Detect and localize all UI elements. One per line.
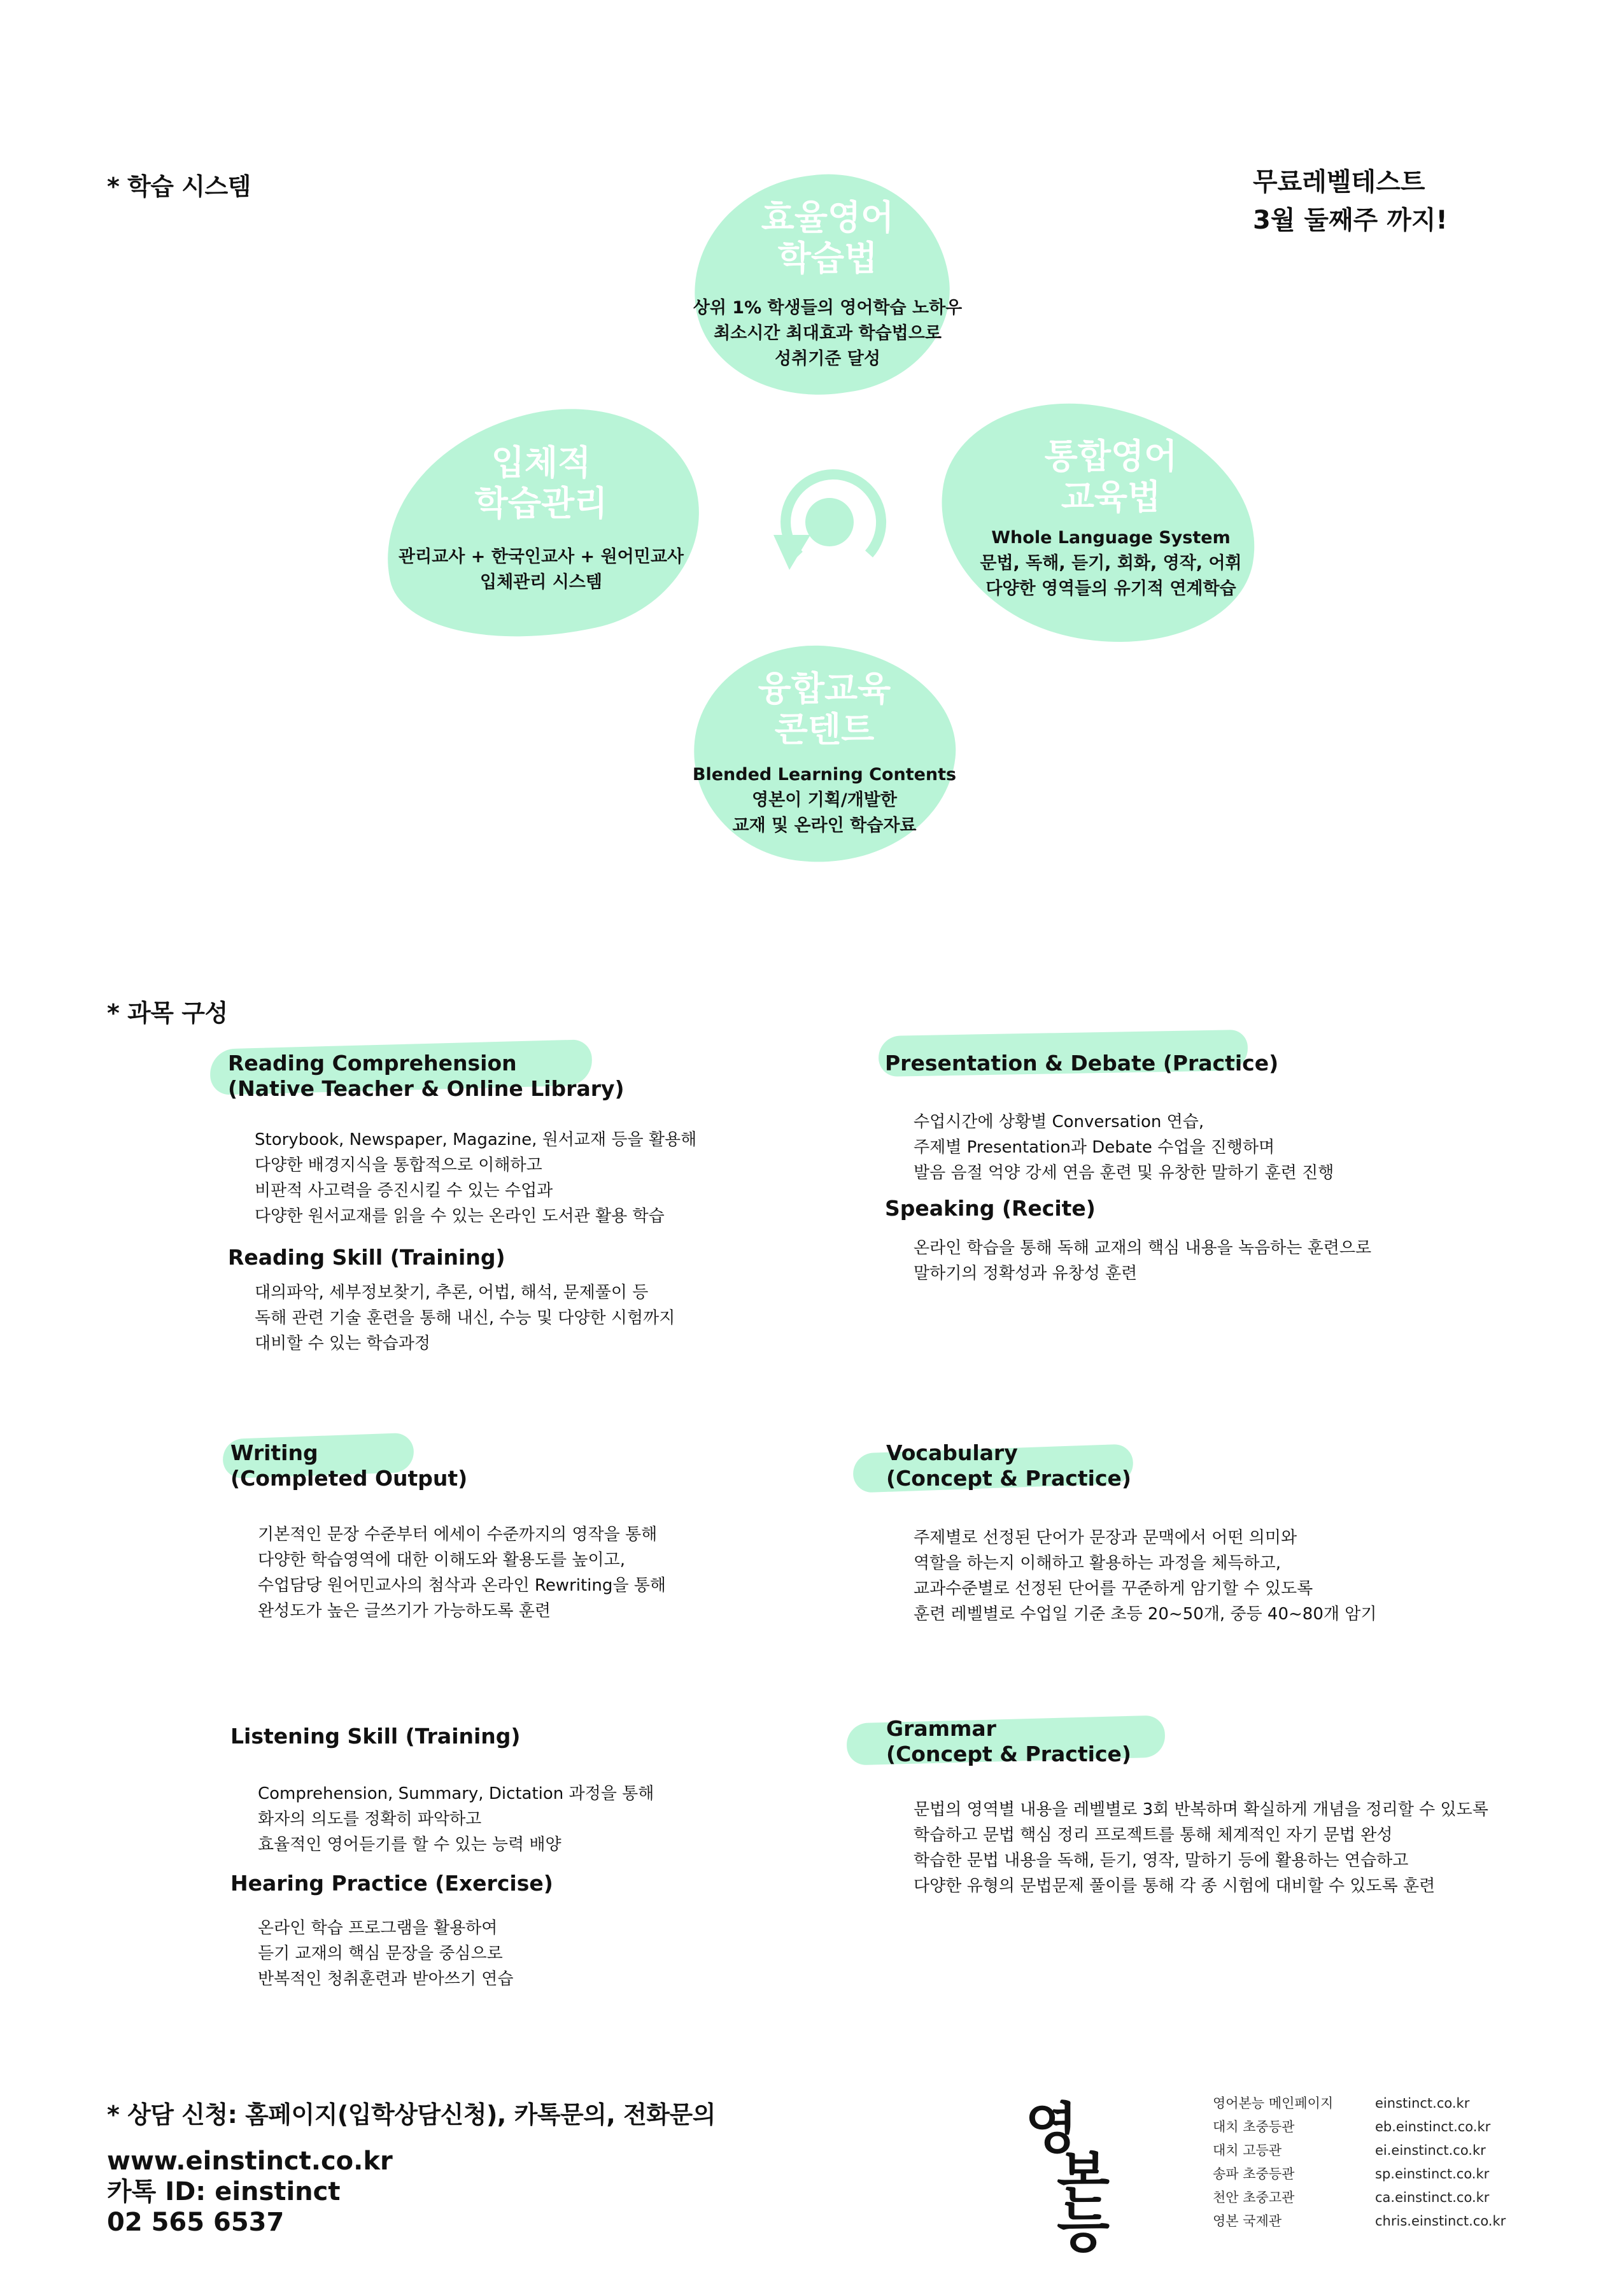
course-desc-line: 다양한 학습영역에 대한 이해도와 활용도를 높이고, bbox=[258, 1551, 626, 1570]
petal-desc-right-line-3: 다양한 영역들의 유기적 연계학습 bbox=[985, 579, 1236, 599]
website-link[interactable]: www.einstinct.co.kr bbox=[107, 2147, 393, 2176]
course-title-line: (Concept & Practice) bbox=[886, 1742, 1131, 1766]
petal-desc-top-line-3: 성취기준 달성 bbox=[775, 349, 880, 369]
course-desc-line: 훈련 레벨별로 수업일 기준 초등 20~50개, 중등 40~80개 암기 bbox=[914, 1605, 1377, 1624]
petal-desc-bottom-line-3: 교재 및 온라인 학습자료 bbox=[732, 816, 917, 835]
course-desc-line: 발음 음절 억양 강세 연음 훈련 및 유창한 말하기 훈련 진행 bbox=[914, 1163, 1334, 1182]
course-desc-line: 반복적인 청취훈련과 받아쓰기 연습 bbox=[258, 1970, 514, 1989]
branch-url[interactable]: einstinct.co.kr bbox=[1375, 2096, 1470, 2111]
course-title-hearing bbox=[230, 1871, 553, 1896]
course-desc-presentation bbox=[914, 1109, 1334, 1186]
course-desc-vocabulary bbox=[914, 1525, 1377, 1627]
contact-block bbox=[107, 2146, 393, 2238]
petal-title-right bbox=[977, 436, 1245, 518]
course-desc-line: 기본적인 문장 수준부터 에세이 수준까지의 영작을 통해 bbox=[258, 1525, 658, 1544]
branch-url[interactable]: chris.einstinct.co.kr bbox=[1375, 2213, 1506, 2229]
branch-names bbox=[1213, 2092, 1333, 2233]
course-title-reading-comprehension bbox=[228, 1051, 625, 1102]
course-title-line: (Native Teacher & Online Library) bbox=[228, 1076, 625, 1101]
course-desc-line: 온라인 학습을 통해 독해 교재의 핵심 내용을 녹음하는 훈련으로 bbox=[914, 1239, 1372, 1258]
course-title-line: Vocabulary bbox=[886, 1440, 1018, 1465]
course-title-line: (Completed Output) bbox=[230, 1466, 468, 1491]
logo-char-1: 영 bbox=[1025, 2097, 1078, 2161]
petal-desc-bottom-line-2: 영본이 기획/개발한 bbox=[752, 790, 897, 810]
course-title-line: Writing bbox=[230, 1440, 318, 1465]
course-desc-line: 수업담당 원어민교사의 첨삭과 온라인 Rewriting을 통해 bbox=[258, 1576, 666, 1595]
petal-title-right-line-1: 통합영어 bbox=[1044, 436, 1178, 476]
section-title-system: * 학습 시스템 bbox=[107, 173, 251, 201]
course-desc-listening bbox=[258, 1781, 654, 1857]
course-title-line: Reading Skill (Training) bbox=[228, 1245, 505, 1270]
course-title-line: (Concept & Practice) bbox=[886, 1466, 1131, 1491]
course-desc-line: 독해 관련 기술 훈련을 통해 내신, 수능 및 다양한 시험까지 bbox=[255, 1309, 675, 1328]
course-desc-line: 수업시간에 상황별 Conversation 연습, bbox=[914, 1112, 1204, 1132]
course-desc-reading-comprehension bbox=[255, 1127, 696, 1229]
course-desc-line: 주제별 Presentation과 Debate 수업을 진행하며 bbox=[914, 1138, 1275, 1157]
course-desc-line: 주제별로 선정된 단어가 문장과 문맥에서 어떤 의미와 bbox=[914, 1528, 1297, 1547]
course-desc-line: 비판적 사고력을 증진시킬 수 있는 수업과 bbox=[255, 1181, 553, 1200]
course-title-line: Speaking (Recite) bbox=[885, 1196, 1096, 1221]
course-desc-line: Storybook, Newspaper, Magazine, 원서교재 등을 활용해 bbox=[255, 1130, 697, 1149]
course-desc-line: 역할을 하는지 이해하고 활용하는 과정을 체득하고, bbox=[914, 1554, 1282, 1573]
petal-desc-left-line-1: 관리교사 + 한국인교사 + 원어민교사 bbox=[399, 547, 684, 567]
course-desc-line: 효율적인 영어듣기를 할 수 있는 능력 배양 bbox=[258, 1835, 561, 1854]
promo-line-2: 3월 둘째주 까지! bbox=[1253, 206, 1448, 235]
course-desc-line: 학습한 문법 내용을 독해, 듣기, 영작, 말하기 등에 활용하는 연습하고 bbox=[914, 1851, 1409, 1870]
logo-char-3: 능 bbox=[1057, 2196, 1110, 2259]
course-desc-reading-skill bbox=[255, 1280, 675, 1356]
branch-url[interactable]: eb.einstinct.co.kr bbox=[1375, 2119, 1491, 2134]
course-title-vocabulary bbox=[886, 1440, 1131, 1491]
course-desc-line: 완성도가 높은 글쓰기가 가능하도록 훈련 bbox=[258, 1601, 551, 1621]
branch-name: 송파 초중등관 bbox=[1213, 2166, 1295, 2182]
course-desc-line: 교과수준별로 선정된 단어를 꾸준하게 암기할 수 있도록 bbox=[914, 1579, 1313, 1598]
course-desc-grammar bbox=[914, 1797, 1488, 1899]
petal-title-top bbox=[694, 197, 961, 279]
course-desc-line: 다양한 원서교재를 읽을 수 있는 온라인 도서관 활용 학습 bbox=[255, 1207, 665, 1226]
petal-desc-top-line-1: 상위 1% 학생들의 영어학습 노하우 bbox=[693, 298, 963, 318]
kakao-id: 카톡 ID: einstinct bbox=[107, 2177, 341, 2206]
branch-url[interactable]: ca.einstinct.co.kr bbox=[1375, 2190, 1490, 2205]
course-title-line: Grammar bbox=[886, 1716, 996, 1741]
phone-number: 02 565 6537 bbox=[107, 2208, 285, 2237]
course-desc-writing bbox=[258, 1522, 666, 1624]
promo-text bbox=[1253, 163, 1448, 239]
petal-desc-right bbox=[920, 525, 1302, 602]
petal-title-left-line-2: 학습관리 bbox=[474, 483, 608, 523]
petal-title-bottom-line-1: 융합교육 bbox=[758, 669, 891, 709]
petal-desc-left bbox=[350, 544, 732, 595]
course-title-grammar bbox=[886, 1716, 1131, 1767]
logo-char-2: 본 bbox=[1057, 2147, 1110, 2210]
petal-desc-left-line-2: 입체관리 시스템 bbox=[480, 572, 602, 592]
course-title-listening bbox=[230, 1724, 521, 1749]
course-desc-line: 말하기의 정확성과 유창성 훈련 bbox=[914, 1264, 1138, 1283]
petal-desc-right-line-1: Whole Language System bbox=[991, 528, 1231, 548]
course-desc-line: 화자의 의도를 정확히 파악하고 bbox=[258, 1810, 482, 1829]
petal-desc-bottom-line-1: Blended Learning Contents bbox=[692, 765, 957, 785]
petal-blob-right bbox=[921, 381, 1275, 665]
petal-desc-top-line-2: 최소시간 최대효과 학습법으로 bbox=[714, 323, 942, 343]
branch-url[interactable]: ei.einstinct.co.kr bbox=[1375, 2143, 1486, 2158]
course-desc-line: 다양한 유형의 문법문제 풀이를 통해 각 종 시험에 대비할 수 있도록 훈련 bbox=[914, 1877, 1436, 1896]
course-title-line: Hearing Practice (Exercise) bbox=[230, 1871, 553, 1896]
branch-name: 영어본능 메인페이지 bbox=[1213, 2096, 1334, 2111]
petal-blob-top bbox=[680, 159, 963, 411]
course-desc-line: Comprehension, Summary, Dictation 과정을 통해 bbox=[258, 1784, 654, 1803]
course-desc-line: 대의파악, 세부정보찾기, 추론, 어법, 해석, 문제풀이 등 bbox=[255, 1283, 649, 1302]
course-desc-line: 다양한 배경지식을 통합적으로 이해하고 bbox=[255, 1156, 542, 1175]
consult-title: * 상담 신청: 홈페이지(입학상담신청), 카톡문의, 전화문의 bbox=[107, 2101, 716, 2129]
course-title-presentation bbox=[885, 1051, 1278, 1076]
petal-title-top-line-2: 학습법 bbox=[777, 238, 878, 278]
branch-urls bbox=[1375, 2092, 1506, 2233]
course-desc-line: 듣기 교재의 핵심 문장을 중심으로 bbox=[258, 1944, 503, 1963]
petal-desc-top bbox=[637, 295, 1019, 372]
course-title-speaking bbox=[885, 1196, 1096, 1221]
branch-name: 천안 초중고관 bbox=[1213, 2190, 1295, 2205]
course-desc-speaking bbox=[914, 1235, 1371, 1286]
petal-title-right-line-2: 교육법 bbox=[1061, 477, 1161, 517]
course-desc-line: 학습하고 문법 핵심 정리 프로젝트를 통해 체계적인 자기 문법 완성 bbox=[914, 1826, 1393, 1845]
course-desc-line: 대비할 수 있는 학습과정 bbox=[255, 1334, 430, 1353]
course-title-reading-skill bbox=[228, 1245, 505, 1270]
petal-title-bottom bbox=[691, 669, 958, 750]
course-title-line: Listening Skill (Training) bbox=[230, 1724, 521, 1749]
circular-arrow-icon bbox=[761, 458, 894, 592]
branch-name: 대치 초중등관 bbox=[1213, 2119, 1295, 2134]
petal-title-left bbox=[407, 443, 675, 524]
petal-blob-left bbox=[362, 383, 720, 667]
petal-title-left-line-1: 입체적 bbox=[491, 443, 591, 483]
course-title-writing bbox=[230, 1440, 467, 1491]
course-desc-line: 온라인 학습 프로그램을 활용하여 bbox=[258, 1919, 498, 1938]
section-title-courses: * 과목 구성 bbox=[107, 999, 228, 1027]
petal-desc-right-line-2: 문법, 독해, 듣기, 회화, 영작, 어휘 bbox=[980, 553, 1242, 573]
petal-desc-bottom bbox=[633, 762, 1015, 839]
course-title-line: Presentation & Debate (Practice) bbox=[885, 1051, 1279, 1076]
course-title-line: Reading Comprehension bbox=[228, 1051, 517, 1076]
promo-line-1: 무료레벨테스트 bbox=[1253, 167, 1425, 197]
branch-name: 영본 국제관 bbox=[1213, 2213, 1282, 2229]
branch-url[interactable]: sp.einstinct.co.kr bbox=[1375, 2166, 1490, 2182]
course-desc-hearing bbox=[258, 1915, 514, 1992]
branch-name: 대치 고등관 bbox=[1213, 2143, 1282, 2158]
course-desc-line: 문법의 영역별 내용을 레벨별로 3회 반복하며 확실하게 개념을 정리할 수 있도록 bbox=[914, 1800, 1488, 1819]
petal-title-top-line-1: 효율영어 bbox=[761, 197, 894, 238]
petal-title-bottom-line-2: 콘텐트 bbox=[774, 709, 875, 749]
